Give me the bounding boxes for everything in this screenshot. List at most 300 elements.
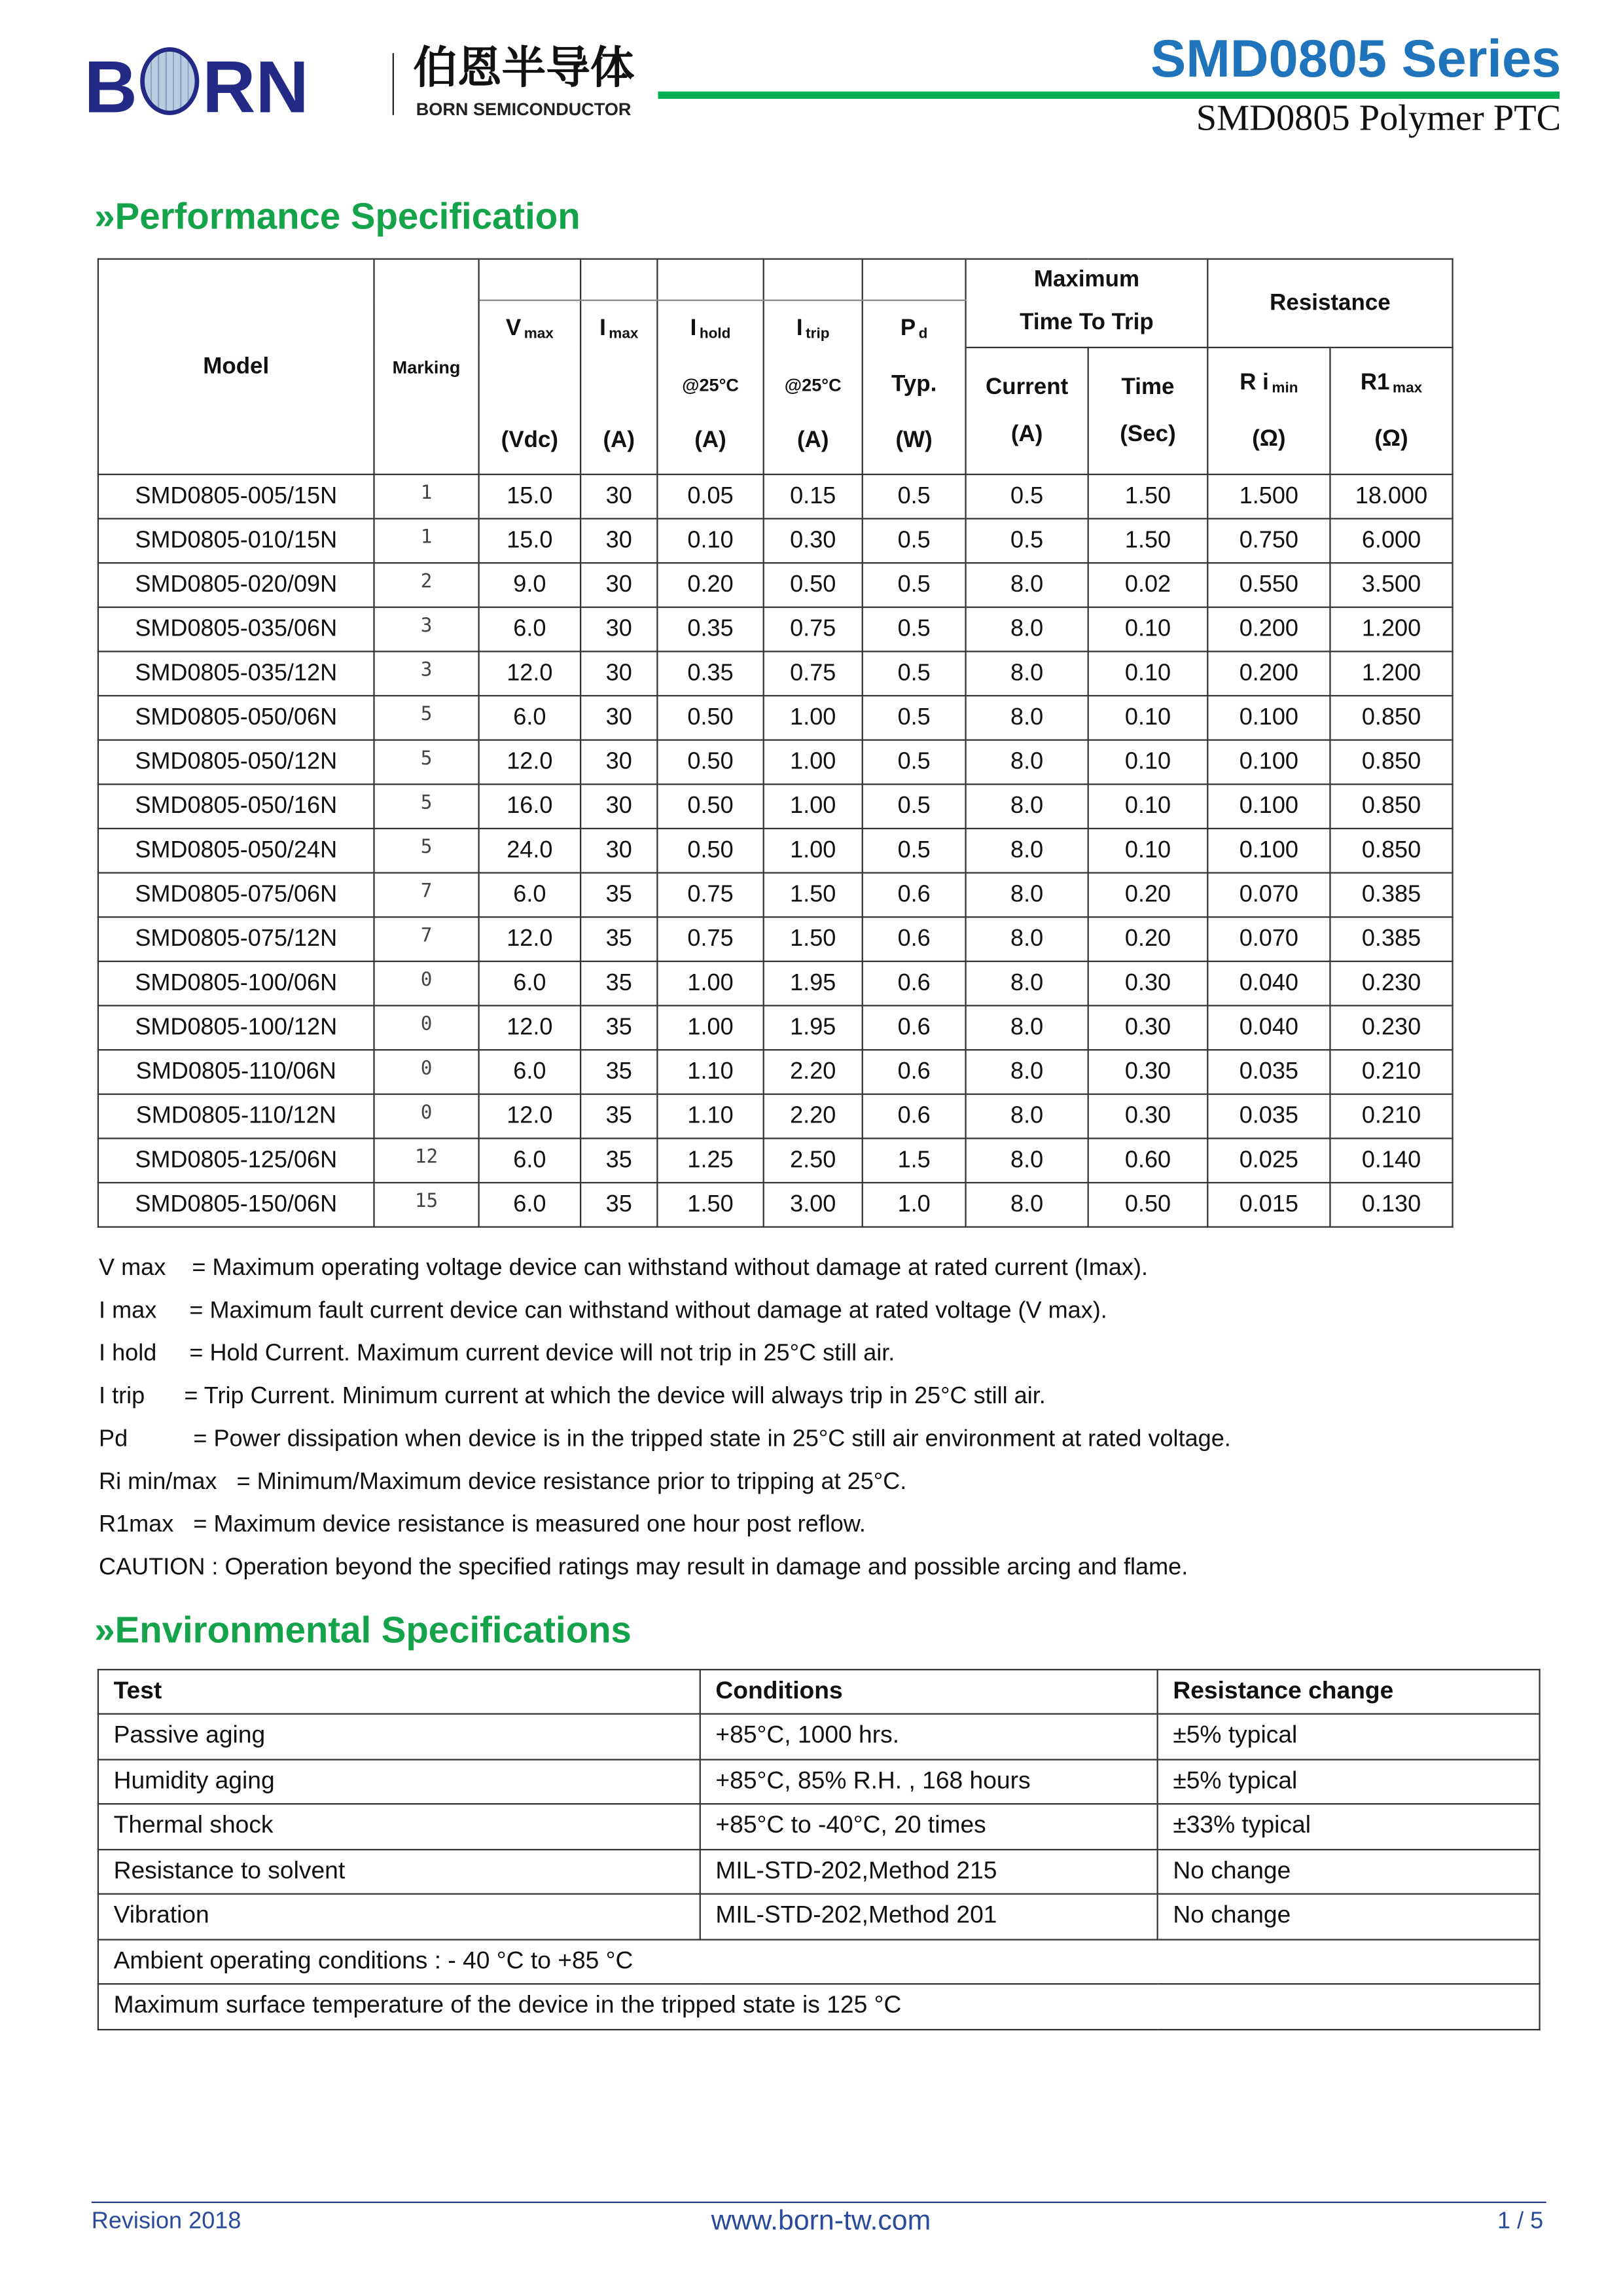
cell-imax: 35 [580,873,657,918]
cell-imax: 35 [580,1094,657,1139]
cell-ihold: 0.50 [657,740,763,785]
cell-ihold: 1.10 [657,1094,763,1139]
cell-itrip: 1.50 [764,873,863,918]
cell-r1-max: 0.850 [1330,784,1452,829]
cell-r1-max: 0.140 [1330,1138,1452,1183]
current-unit: (A) [1010,421,1043,446]
header-model: Model [98,259,374,475]
cell-vmax: 15.0 [479,518,581,563]
cell-trip-current: 8.0 [966,1094,1088,1139]
cell-ri-min: 0.040 [1207,1005,1330,1050]
note-line: I max = Maximum fault current device can withstand without damage at rated voltage (V max). [99,1298,1107,1324]
cell-pd: 0.6 [863,961,966,1006]
cell-model: SMD0805-075/12N [98,917,374,961]
cell-ihold: 0.50 [657,829,763,873]
cell-marking: 5 [374,784,479,829]
cell-full-width-note: Ambient operating conditions : - 40 °C to +85 °C [98,1939,1540,1984]
vmax-subscript: max [524,325,554,342]
cell-model: SMD0805-150/06N [98,1183,374,1227]
cell-model: SMD0805-010/15N [98,518,374,563]
cell-pd: 0.6 [863,873,966,918]
cell-marking: 5 [374,740,479,785]
cell-marking: 1 [374,475,479,519]
ihold-condition: @25°C [682,374,739,395]
header-maximum: Maximum [966,259,1208,300]
cell-model: SMD0805-110/12N [98,1094,374,1139]
table-row [98,651,1453,696]
table-row [98,829,1453,873]
cell-pd: 0.6 [863,917,966,961]
cell-pd: 1.5 [863,1138,966,1183]
cell-imax: 35 [580,961,657,1006]
cell-ri-min: 0.100 [1207,740,1330,785]
time-label: Time [1121,374,1175,399]
cell-conditions: +85°C, 1000 hrs. [700,1714,1158,1759]
footer-page-number: 1 / 5 [1497,2208,1544,2234]
cell-resistance-change: ±33% typical [1158,1804,1540,1849]
r1max-subscript: max [1393,380,1423,397]
cell-itrip: 1.95 [764,1005,863,1050]
cell-test: Vibration [98,1894,700,1939]
cell-trip-time: 0.50 [1088,1183,1208,1227]
cell-trip-current: 8.0 [966,829,1088,873]
logo-letter: B [84,45,137,129]
header-test: Test [98,1670,700,1714]
table-row [98,740,1453,785]
cell-marking: 0 [374,1050,479,1094]
cell-imax: 30 [580,784,657,829]
cell-vmax: 12.0 [479,1094,581,1139]
cell-imax: 35 [580,917,657,961]
cell-vmax: 6.0 [479,1183,581,1227]
logo-letters: RN [202,45,309,129]
cell-test: Passive aging [98,1714,700,1759]
cell-model: SMD0805-050/06N [98,696,374,740]
cell-trip-time: 0.10 [1088,696,1208,740]
section-title-text: Performance Specification [115,196,580,238]
table-row [98,475,1453,519]
logo-divider [393,53,394,115]
cell-r1-max: 0.850 [1330,829,1452,873]
cell-trip-time: 0.30 [1088,1094,1208,1139]
cell-trip-current: 8.0 [966,1050,1088,1094]
note-line: V max = Maximum operating voltage device can withstand without damage at rated current (Imax). [99,1255,1149,1281]
ihold-label: I [690,315,697,340]
cell-trip-time: 0.20 [1088,873,1208,918]
cell-ihold: 1.50 [657,1183,763,1227]
cell-model: SMD0805-005/15N [98,475,374,519]
footer-website-link[interactable]: www.born-tw.com [711,2206,931,2237]
cell-ri-min: 0.100 [1207,696,1330,740]
cell-resistance-change: ±5% typical [1158,1759,1540,1804]
chevron-marker-icon: » [94,1609,115,1651]
cell-itrip: 2.50 [764,1138,863,1183]
rimin-label: R i [1240,369,1269,395]
cell-vmax: 15.0 [479,475,581,519]
performance-table [98,259,1454,1228]
cell-r1-max: 0.210 [1330,1094,1452,1139]
cell-r1-max: 1.200 [1330,651,1452,696]
cell-model: SMD0805-100/06N [98,961,374,1006]
cell-trip-time: 1.50 [1088,518,1208,563]
header-time [1088,348,1208,475]
cell-marking: 7 [374,873,479,918]
cell-trip-time: 0.30 [1088,1005,1208,1050]
section-title-text: Environmental Specifications [115,1609,632,1651]
cell-itrip: 2.20 [764,1050,863,1094]
cell-ri-min: 0.200 [1207,651,1330,696]
cell-model: SMD0805-050/16N [98,784,374,829]
vmax-unit: (Vdc) [501,427,559,453]
cell-pd: 0.5 [863,829,966,873]
cell-pd: 0.5 [863,740,966,785]
header-imax [580,300,657,475]
cell-pd: 0.6 [863,1005,966,1050]
cell-vmax: 16.0 [479,784,581,829]
cell-vmax: 12.0 [479,651,581,696]
header-ri-min [1207,348,1330,475]
footer-rule [92,2202,1546,2203]
cell-marking: 1 [374,518,479,563]
cell-ri-min: 0.040 [1207,961,1330,1006]
cell-model: SMD0805-125/06N [98,1138,374,1183]
cell-marking: 15 [374,1183,479,1227]
cell-trip-current: 8.0 [966,873,1088,918]
logo-chinese-name: 伯恩半导体 [413,44,635,94]
cell-model: SMD0805-075/06N [98,873,374,918]
header-spacer [657,259,763,300]
cell-vmax: 6.0 [479,873,581,918]
footer-revision: Revision 2018 [91,2208,241,2234]
r1max-label: R1 [1360,369,1390,395]
r1max-unit: (Ω) [1374,425,1408,451]
cell-model: SMD0805-035/06N [98,607,374,652]
cell-trip-current: 8.0 [966,784,1088,829]
cell-model: SMD0805-110/06N [98,1050,374,1094]
cell-ri-min: 0.035 [1207,1050,1330,1094]
environmental-table [98,1669,1541,2030]
cell-ihold: 1.00 [657,961,763,1006]
cell-test: Thermal shock [98,1804,700,1849]
cell-imax: 35 [580,1005,657,1050]
cell-marking: 7 [374,917,479,961]
cell-pd: 0.5 [863,563,966,607]
cell-itrip: 1.00 [764,696,863,740]
table-row [98,1849,1540,1894]
cell-vmax: 12.0 [479,917,581,961]
table-row [98,1984,1540,2029]
cell-itrip: 1.95 [764,961,863,1006]
cell-marking: 5 [374,829,479,873]
cell-r1-max: 0.850 [1330,696,1452,740]
cell-imax: 35 [580,1138,657,1183]
cell-r1-max: 3.500 [1330,563,1452,607]
table-row [98,518,1453,563]
cell-vmax: 6.0 [479,961,581,1006]
table-row [98,1050,1453,1094]
cell-trip-current: 8.0 [966,1183,1088,1227]
cell-pd: 0.5 [863,518,966,563]
table-row [98,1804,1540,1849]
table-row [98,1183,1453,1227]
ihold-subscript: hold [699,325,731,342]
itrip-unit: (A) [796,427,829,453]
cell-resistance-change: No change [1158,1894,1540,1939]
cell-resistance-change: ±5% typical [1158,1714,1540,1759]
cell-vmax: 24.0 [479,829,581,873]
cell-ri-min: 1.500 [1207,475,1330,519]
table-row [98,1939,1540,1984]
cell-imax: 30 [580,829,657,873]
cell-ihold: 0.10 [657,518,763,563]
cell-pd: 0.6 [863,1050,966,1094]
table-row [98,1714,1540,1759]
cell-imax: 30 [580,475,657,519]
imax-subscript: max [609,325,639,342]
cell-ihold: 0.35 [657,651,763,696]
cell-conditions: +85°C, 85% R.H. , 168 hours [700,1759,1158,1804]
cell-pd: 0.5 [863,696,966,740]
cell-trip-time: 0.30 [1088,961,1208,1006]
note-line: I hold = Hold Current. Maximum current device will not trip in 25°C still air. [99,1341,895,1367]
cell-model: SMD0805-100/12N [98,1005,374,1050]
header-spacer [479,259,581,300]
itrip-label: I [796,315,803,340]
cell-pd: 0.5 [863,607,966,652]
cell-marking: 0 [374,961,479,1006]
ihold-unit: (A) [694,427,726,453]
cell-itrip: 1.00 [764,740,863,785]
cell-itrip: 1.00 [764,829,863,873]
cell-model: SMD0805-050/12N [98,740,374,785]
cell-trip-current: 8.0 [966,696,1088,740]
cell-ri-min: 0.070 [1207,873,1330,918]
cell-conditions: +85°C to -40°C, 20 times [700,1804,1158,1849]
cell-trip-current: 8.0 [966,961,1088,1006]
cell-r1-max: 0.230 [1330,961,1452,1006]
current-label: Current [986,374,1069,399]
cell-trip-current: 8.0 [966,563,1088,607]
cell-trip-time: 0.30 [1088,1050,1208,1094]
cell-vmax: 6.0 [479,1050,581,1094]
cell-ri-min: 0.070 [1207,917,1330,961]
cell-trip-time: 0.10 [1088,784,1208,829]
cell-itrip: 0.15 [764,475,863,519]
cell-resistance-change: No change [1158,1849,1540,1894]
table-row [98,917,1453,961]
header-vmax [479,300,581,475]
cell-marking: 0 [374,1094,479,1139]
cell-trip-current: 8.0 [966,917,1088,961]
cell-itrip: 1.00 [764,784,863,829]
header-r1-max [1330,348,1452,475]
cell-test: Humidity aging [98,1759,700,1804]
cell-ihold: 0.75 [657,873,763,918]
cell-itrip: 0.30 [764,518,863,563]
cell-vmax: 12.0 [479,740,581,785]
cell-ihold: 1.00 [657,1005,763,1050]
note-line: Pd = Power dissipation when device is in the tripped state in 25°C still air environment at rated voltage. [99,1427,1231,1452]
cell-vmax: 12.0 [479,1005,581,1050]
cell-pd: 0.5 [863,475,966,519]
table-row [98,607,1453,652]
cell-model: SMD0805-050/24N [98,829,374,873]
header-conditions: Conditions [700,1670,1158,1714]
table-row [98,1759,1540,1804]
cell-r1-max: 0.130 [1330,1183,1452,1227]
chevron-marker-icon: » [94,196,115,238]
table-row [98,1094,1453,1139]
cell-r1-max: 6.000 [1330,518,1452,563]
product-subtitle: SMD0805 Polymer PTC [1196,99,1561,139]
born-logo [84,45,309,129]
header-itrip [764,300,863,475]
cell-full-width-note: Maximum surface temperature of the device in the tripped state is 125 °C [98,1984,1540,2029]
cell-ri-min: 0.100 [1207,784,1330,829]
note-line: R1max = Maximum device resistance is measured one hour post reflow. [99,1512,866,1538]
table-row [98,784,1453,829]
pd-unit: (W) [895,427,933,453]
cell-vmax: 6.0 [479,607,581,652]
cell-imax: 30 [580,696,657,740]
imax-label: I [599,315,606,340]
header-resistance-change: Resistance change [1158,1670,1540,1714]
cell-marking: 0 [374,1005,479,1050]
imax-unit: (A) [603,427,635,453]
cell-ihold: 0.50 [657,784,763,829]
cell-marking: 12 [374,1138,479,1183]
wafer-logo-icon [140,47,199,115]
table-row [98,696,1453,740]
time-unit: (Sec) [1120,421,1176,446]
cell-ri-min: 0.750 [1207,518,1330,563]
cell-r1-max: 0.850 [1330,740,1452,785]
table-row [98,1138,1453,1183]
note-line: Ri min/max = Minimum/Maximum device resistance prior to tripping at 25°C. [99,1469,907,1495]
table-row [98,1005,1453,1050]
cell-itrip: 0.75 [764,651,863,696]
cell-ri-min: 0.550 [1207,563,1330,607]
cell-imax: 30 [580,563,657,607]
environmental-section-title [94,1608,632,1653]
cell-ri-min: 0.035 [1207,1094,1330,1139]
cell-ri-min: 0.025 [1207,1138,1330,1183]
cell-pd: 0.6 [863,1094,966,1139]
header-resistance: Resistance [1207,259,1452,348]
cell-conditions: MIL-STD-202,Method 215 [700,1849,1158,1894]
cell-model: SMD0805-035/12N [98,651,374,696]
cell-pd: 1.0 [863,1183,966,1227]
logo-english-name: BORN SEMICONDUCTOR [416,99,632,120]
cell-pd: 0.5 [863,784,966,829]
pd-subscript: d [918,325,928,342]
cell-r1-max: 0.385 [1330,917,1452,961]
cell-trip-current: 0.5 [966,475,1088,519]
table-row [98,961,1453,1006]
cell-conditions: MIL-STD-202,Method 201 [700,1894,1158,1939]
cell-trip-current: 8.0 [966,651,1088,696]
cell-trip-time: 1.50 [1088,475,1208,519]
header-spacer [764,259,863,300]
cell-ri-min: 0.100 [1207,829,1330,873]
rimin-subscript: min [1272,380,1298,397]
vmax-label: V [505,315,522,340]
series-title: SMD0805 Series [1150,27,1561,89]
cell-ri-min: 0.015 [1207,1183,1330,1227]
pd-label: P [900,315,916,340]
cell-ihold: 0.50 [657,696,763,740]
cell-trip-current: 8.0 [966,740,1088,785]
cell-trip-current: 8.0 [966,1138,1088,1183]
cell-itrip: 1.50 [764,917,863,961]
caution-note: CAUTION : Operation beyond the specified ratings may result in damage and possible arcing and flame. [99,1555,1188,1581]
cell-trip-time: 0.20 [1088,917,1208,961]
rimin-unit: (Ω) [1252,425,1286,451]
cell-trip-current: 8.0 [966,1005,1088,1050]
cell-pd: 0.5 [863,651,966,696]
cell-trip-time: 0.10 [1088,651,1208,696]
cell-imax: 30 [580,651,657,696]
cell-r1-max: 0.210 [1330,1050,1452,1094]
cell-vmax: 6.0 [479,696,581,740]
header-ihold [657,300,763,475]
header-spacer [580,259,657,300]
cell-ihold: 0.20 [657,563,763,607]
pd-typ: Typ. [891,371,937,397]
cell-marking: 3 [374,651,479,696]
cell-vmax: 9.0 [479,563,581,607]
cell-imax: 35 [580,1050,657,1094]
cell-itrip: 2.20 [764,1094,863,1139]
cell-imax: 30 [580,607,657,652]
cell-r1-max: 18.000 [1330,475,1452,519]
cell-marking: 2 [374,563,479,607]
cell-model: SMD0805-020/09N [98,563,374,607]
header-pd [863,300,966,475]
itrip-subscript: trip [806,325,830,342]
cell-test: Resistance to solvent [98,1849,700,1894]
table-row [98,563,1453,607]
cell-ihold: 0.05 [657,475,763,519]
cell-vmax: 6.0 [479,1138,581,1183]
cell-trip-time: 0.60 [1088,1138,1208,1183]
cell-itrip: 0.75 [764,607,863,652]
cell-marking: 3 [374,607,479,652]
cell-r1-max: 0.385 [1330,873,1452,918]
header-marking: Marking [374,259,479,475]
cell-r1-max: 0.230 [1330,1005,1452,1050]
table-row [98,873,1453,918]
header-rule [658,92,1560,99]
header-time-to-trip: Time To Trip [966,300,1208,348]
header-spacer [863,259,966,300]
cell-trip-time: 0.10 [1088,607,1208,652]
table-row [98,1894,1540,1939]
itrip-condition: @25°C [784,374,842,395]
cell-trip-current: 0.5 [966,518,1088,563]
cell-imax: 30 [580,518,657,563]
cell-marking: 5 [374,696,479,740]
cell-ihold: 1.25 [657,1138,763,1183]
cell-ri-min: 0.200 [1207,607,1330,652]
cell-ihold: 0.35 [657,607,763,652]
cell-trip-time: 0.10 [1088,829,1208,873]
header-current [966,348,1088,475]
cell-itrip: 3.00 [764,1183,863,1227]
cell-ihold: 0.75 [657,917,763,961]
cell-trip-time: 0.10 [1088,740,1208,785]
cell-trip-current: 8.0 [966,607,1088,652]
